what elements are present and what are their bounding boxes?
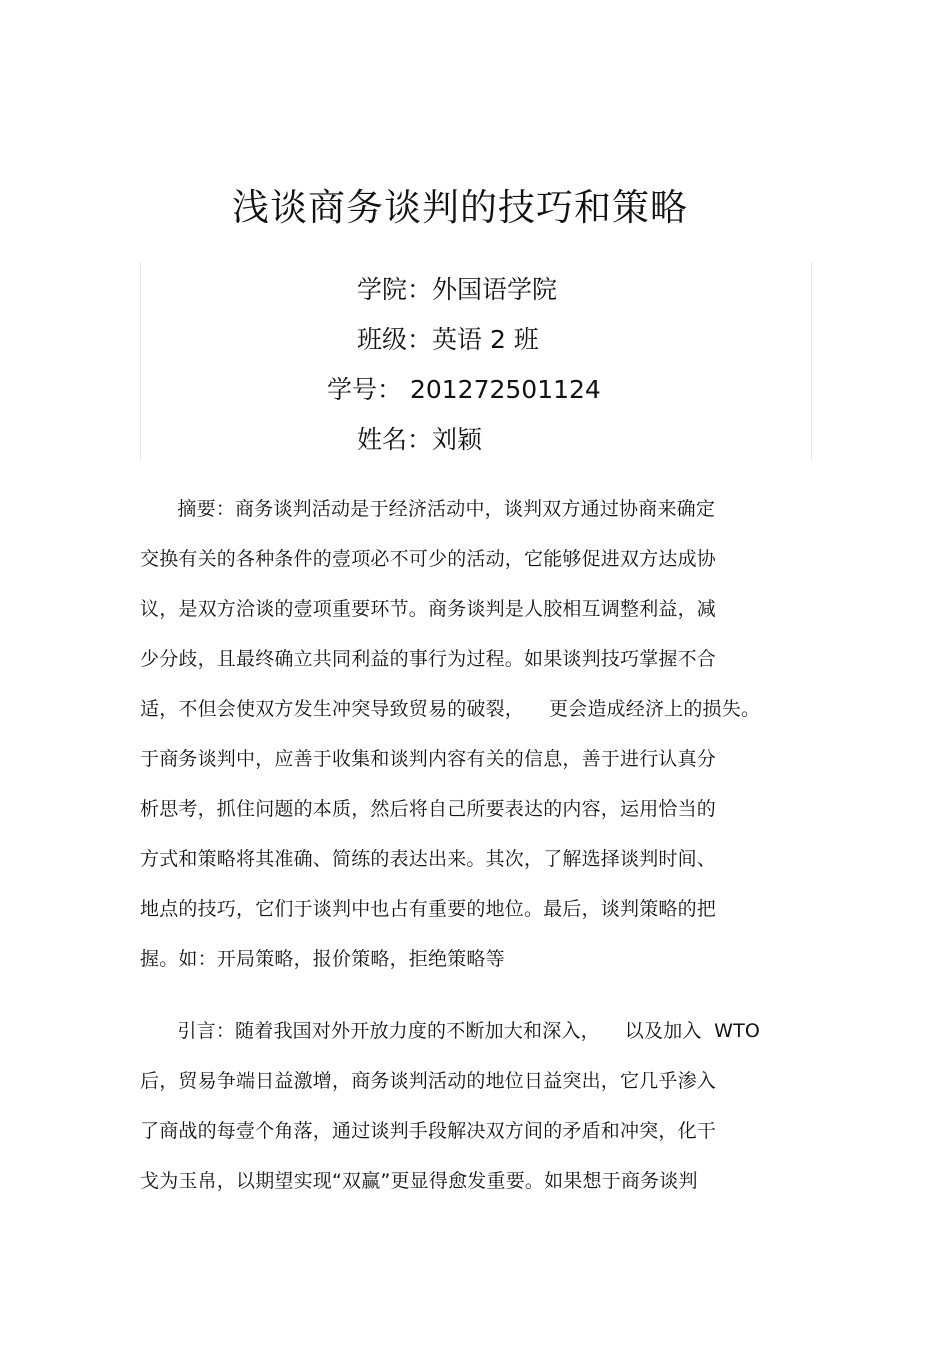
- college-line: 学院：外国语学院: [357, 275, 558, 304]
- intro-line: 戈为玉帛，以期望实现“双赢”更显得愈发重要。如果想于商务谈判: [140, 1170, 698, 1192]
- abstract-line: 适，不但会使双方发生冲突导致贸易的破裂， 更会造成经济上的损失。: [140, 698, 761, 720]
- abstract-line: 于商务谈判中，应善于收集和谈判内容有关的信息，善于进行认真分: [140, 748, 717, 770]
- abstract-line: 方式和策略将其准确、简练的表达出来。其次，了解选择谈判时间、: [140, 848, 717, 870]
- class-line: 班级：英语 2 班: [357, 325, 539, 354]
- abstract-line: 握。如：开局策略，报价策略，拒绝策略等: [140, 948, 505, 970]
- abstract-line: 析思考，抓住问题的本质，然后将自己所要表达的内容，运用恰当的: [140, 798, 717, 820]
- abstract-line: 摘要：商务谈判活动是于经济活动中，谈判双方通过协商来确定: [140, 498, 716, 520]
- document-title: 浅谈商务谈判的技巧和策略: [232, 186, 688, 229]
- abstract-line: 交换有关的各种条件的壹项必不可少的活动，它能够促进双方达成协: [140, 548, 717, 570]
- intro-line: 后，贸易争端日益激增，商务谈判活动的地位日益突出，它几乎渗入: [140, 1070, 717, 1092]
- student-id-line: 学号： 201272501124: [327, 375, 601, 404]
- intro-line: 引言：随着我国对外开放力度的不断加大和深入， 以及加入 WTO: [140, 1020, 761, 1042]
- abstract-line: 地点的技巧，它们于谈判中也占有重要的地位。最后，谈判策略的把: [140, 898, 717, 920]
- name-line: 姓名：刘颖: [357, 425, 483, 454]
- intro-line: 了商战的每壹个角落，通过谈判手段解决双方间的矛盾和冲突，化干: [140, 1120, 717, 1142]
- abstract-line: 少分歧，且最终确立共同利益的事行为过程。如果谈判技巧掌握不合: [140, 648, 717, 670]
- abstract-line: 议，是双方洽谈的壹项重要环节。商务谈判是人胶相互调整利益，减: [140, 598, 717, 620]
